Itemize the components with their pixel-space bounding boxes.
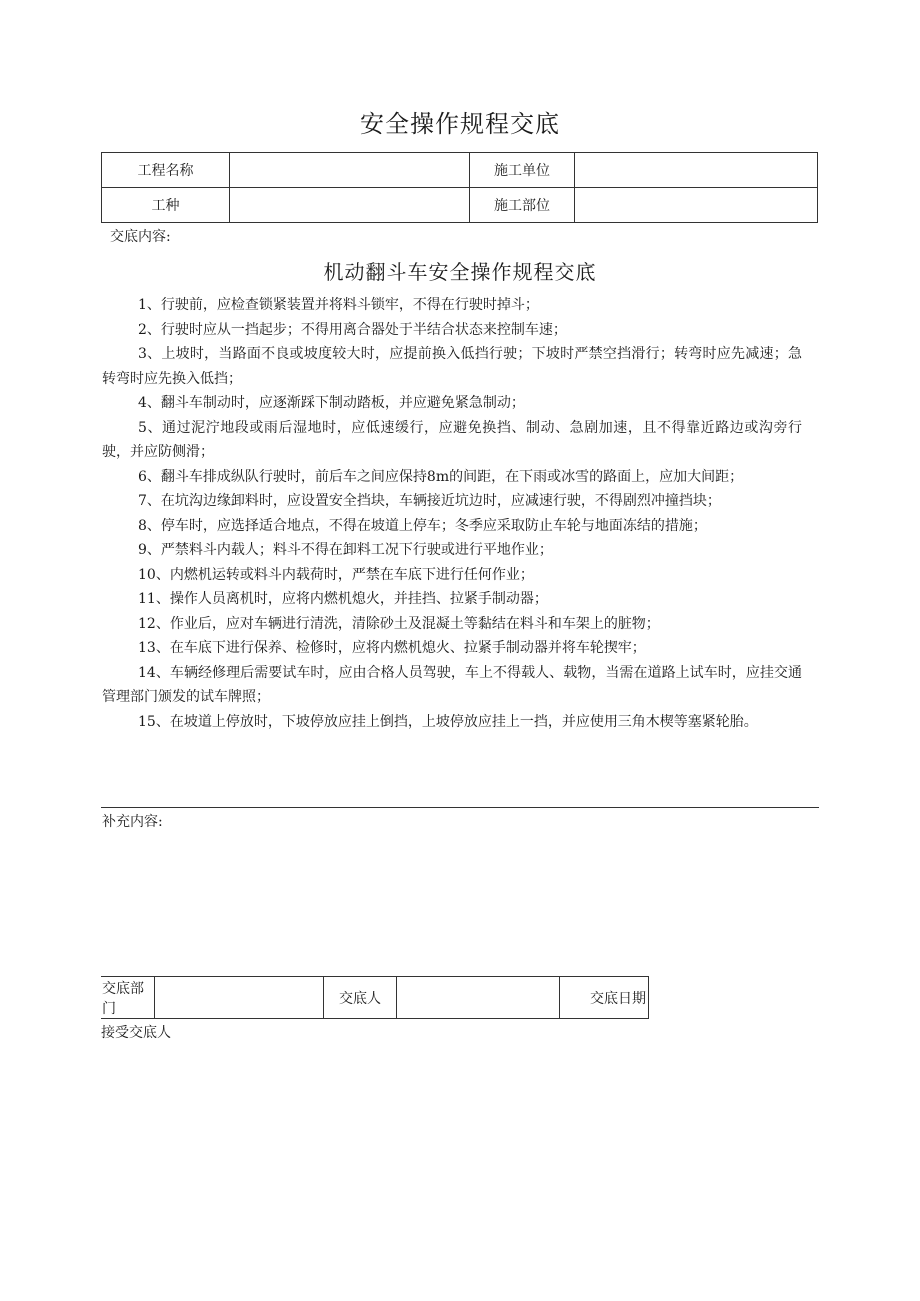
person-label: 交底人 (324, 977, 397, 1019)
department-label: 交底部门 (101, 977, 155, 1019)
list-item: 10、内燃机运转或料斗内载荷时，严禁在车底下进行任何作业； (138, 566, 534, 583)
construction-part-label: 施工部位 (470, 188, 575, 223)
section-title: 机动翻斗车安全操作规程交底 (323, 260, 597, 284)
list-item: 13、在车底下进行保养、检修时，应将内燃机熄火、拉紧手制动器并将车轮揳牢； (138, 640, 646, 656)
page-title: 安全操作规程交底 (360, 110, 560, 138)
list-item: 15、在坡道上停放时，下坡停放应挂上倒挡，上坡停放应挂上一挡，并应使用三角木楔等塞紧轮胎。 (138, 713, 758, 730)
section-divider (101, 807, 819, 808)
receiver-label: 接受交底人 (101, 1025, 171, 1041)
date-label: 交底日期 (560, 977, 649, 1019)
table-row (101, 977, 649, 1019)
project-name-label: 工程名称 (102, 153, 230, 188)
work-type-label: 工种 (102, 188, 230, 223)
table-row (102, 188, 818, 223)
list-item: 3、上坡时，当路面不良或坡度较大时，应提前换入低挡行驶；下坡时严禁空挡滑行；转弯时应先减速；急转弯时应先换入低挡； (102, 346, 802, 387)
supplement-label: 补充内容: (102, 814, 163, 830)
rules-list (102, 293, 802, 734)
project-info-table (101, 152, 818, 223)
list-item: 11、操作人员离机时，应将内燃机熄火，并挂挡、拉紧手制动器； (138, 591, 548, 607)
list-item: 6、翻斗车排成纵队行驶时，前后车之间应保持8m的间距，在下雨或冰雪的路面上，应加大间距； (138, 468, 744, 485)
signature-table (101, 976, 649, 1019)
construction-unit-value[interactable] (575, 153, 818, 188)
construction-unit-label: 施工单位 (470, 153, 575, 188)
list-item: 2、行驶时应从一挡起步；不得用离合器处于半结合状态来控制车速； (138, 321, 567, 338)
list-item: 1、行驶前，应检查锁紧装置并将料斗锁牢，不得在行驶时掉斗； (138, 297, 539, 313)
list-item: 12、作业后，应对车辆进行清洗，清除砂土及混凝土等黏结在料斗和车架上的脏物； (138, 615, 660, 632)
department-value[interactable] (155, 977, 324, 1019)
list-item: 5、通过泥泞地段或雨后湿地时，应低速缓行，应避免换挡、制动、急剧加速，且不得靠近路边或沟旁行驶，并应防侧滑； (102, 419, 802, 460)
list-item: 9、严禁料斗内载人；料斗不得在卸料工况下行驶或进行平地作业； (138, 542, 553, 558)
content-label: 交底内容: (110, 229, 171, 245)
list-item: 8、停车时，应选择适合地点，不得在坡道上停车；冬季应采取防止车轮与地面冻结的措施； (138, 517, 707, 534)
list-item: 7、在坑沟边缘卸料时，应设置安全挡块，车辆接近坑边时，应减速行驶，不得剧烈冲撞挡块； (138, 493, 721, 509)
project-name-value[interactable] (230, 153, 470, 188)
list-item: 4、翻斗车制动时，应逐渐踩下制动踏板，并应避免紧急制动； (138, 395, 525, 411)
person-value[interactable] (397, 977, 560, 1019)
construction-part-value[interactable] (575, 188, 818, 223)
work-type-value[interactable] (230, 188, 470, 223)
list-item: 14、车辆经修理后需要试车时，应由合格人员驾驶，车上不得载人、载物，当需在道路上试车时，应挂交通管理部门颁发的试车牌照； (102, 664, 802, 705)
table-row (102, 153, 818, 188)
